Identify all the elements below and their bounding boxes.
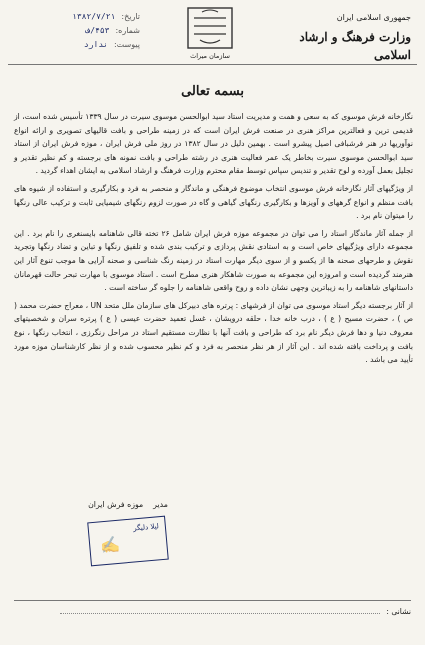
emblem-logo-icon <box>180 6 240 52</box>
body-paragraph: از جمله آثار ماندگار استاد را می توان در مجموعه موزه فرش ایران شامل ۲۶ تخته قالی شاهنامه بایسنغری را نام برد . این مجموعه دارای ویژگیهای خاص است و به استادی نقش پردازی و ترکیب بندی شده و تلفیق رنگها و تباین و تضاد رنگها وتجرید نقوش و طرحهای صحنه ها از یکسو و از سوی دیگر مهارت استاد در زمینه رنگ شناسی و صحنه آرایی ها موجب تنوع آثار این هنرمند گردیده است و امروزه این مجموعه به صورت شاهکار هنری مطرح است . استاد موسوی با مهارت تبحر حالت قهرمانان داستانهای شاهنامه را به زیباترین وجهی نشان داده و روح واقعی شاهنامه را جلوه گر ساخته است . <box>14 228 413 293</box>
address-footer <box>14 600 411 616</box>
body-paragraph: از آثار برجسته دیگر استاد موسوی می توان از فرشهای : پرتره های دبیرکل های سازمان ملل متحد UN ، معراج حضرت محمد ( ص ) ، حضرت مسیح ( ع ) ، درب خانه خدا ، حلقه درویشان ، غسل تعمید حضرت عیسی ( ع ) پرتره سران و شخصیتهای معروف دنیا و دها فرش دیگر نام برد که طراحی و بافت آنها با نظارت مستقیم استاد در مراحل رنگرزی ، انتخاب رنگها ، نوع بافت و پرداخت بافته شده اند . این آثار از هر نظر منحصر به فرد و کم نظیر محسوب شده و از نظر کارشناسان موزه مورد تأیید می باشد . <box>14 300 413 365</box>
date-label: تاریخ: <box>121 12 140 21</box>
body-paragraph: نگارخانه فرش موسوی که به سعی و همت و مدیریت استاد سید ابوالحسن موسوی سیرت در سال ۱۳۳۹ تأسیس شده است، از قدیمی ترین و فعالترین مراکز هنری در صنعت فرش ایران است که در زمینه طراحی و بافت قالیهای تصویری و ارائه انواع نوآوریها در هنر فرشبافی اصیل پیشرو است . بهمین دلیل در سال ۱۳۸۲ در روز ملی فرش ایران ، موزه فرش ایران از استاد سید ابوالحسن موسوی سیرت بخاطر یک عمر فعالیت هنری در رشته طراحی و بافت نمونه های برجسته و کم نظیر تقدیر و تجلیل بعمل آورده و لوح تقدیر و تندیس سپاس توسط مقام محترم وزارت فرهنگ و ارشاد اسلامی به ایشان اهداء گردید . <box>14 112 414 176</box>
signatory-title <box>68 500 188 509</box>
handwritten-signature-icon: ✍ <box>99 534 121 556</box>
number-value: ۴۵۳/ف <box>85 26 110 35</box>
number-label: شماره: <box>115 26 140 35</box>
signatory-org: موزه فرش ایران <box>88 500 144 509</box>
official-stamp <box>87 516 169 567</box>
attachment-row <box>10 38 140 52</box>
country-name: جمهوری اسلامی ایران <box>336 13 411 22</box>
header-divider <box>8 64 417 65</box>
signatory-role: مدیر <box>153 500 168 509</box>
attachment-value: ندارد <box>83 40 108 49</box>
letterhead-ministry <box>281 12 411 64</box>
emblem-caption: سازمان میراث <box>190 52 230 60</box>
ministry-name: وزارت فرهنگ و ارشاد اسلامی <box>299 30 411 62</box>
letter-body <box>14 110 413 371</box>
document-title: بسمه تعالی <box>181 84 244 99</box>
number-row <box>10 24 140 38</box>
date-value: ۱۳۸۲/۷/۲۱ <box>72 12 116 21</box>
address-blank <box>60 605 380 614</box>
address-label: نشانی : <box>386 607 411 616</box>
date-row <box>10 10 140 24</box>
body-paragraph: از ویژگیهای آثار نگارخانه فرش موسوی انتخاب موضوع فرهنگی و ماندگار و منحصر به فرد و بکارگیری و استفاده از شیوه های بافت منظم و انواع گرههای و آویزها و بکارگیری رنگهای گیاهی و گاه در صورت لزوم رنگهای شیمیایی ثابت و ترکیب عالی رنگها را میتوان نام برد . <box>14 183 413 221</box>
stamp-name: لیلا دلیگر <box>132 522 160 533</box>
attachment-label: پیوست: <box>113 40 140 49</box>
signature-block <box>68 500 188 563</box>
letter-metadata <box>10 10 140 52</box>
emblem <box>180 6 240 62</box>
